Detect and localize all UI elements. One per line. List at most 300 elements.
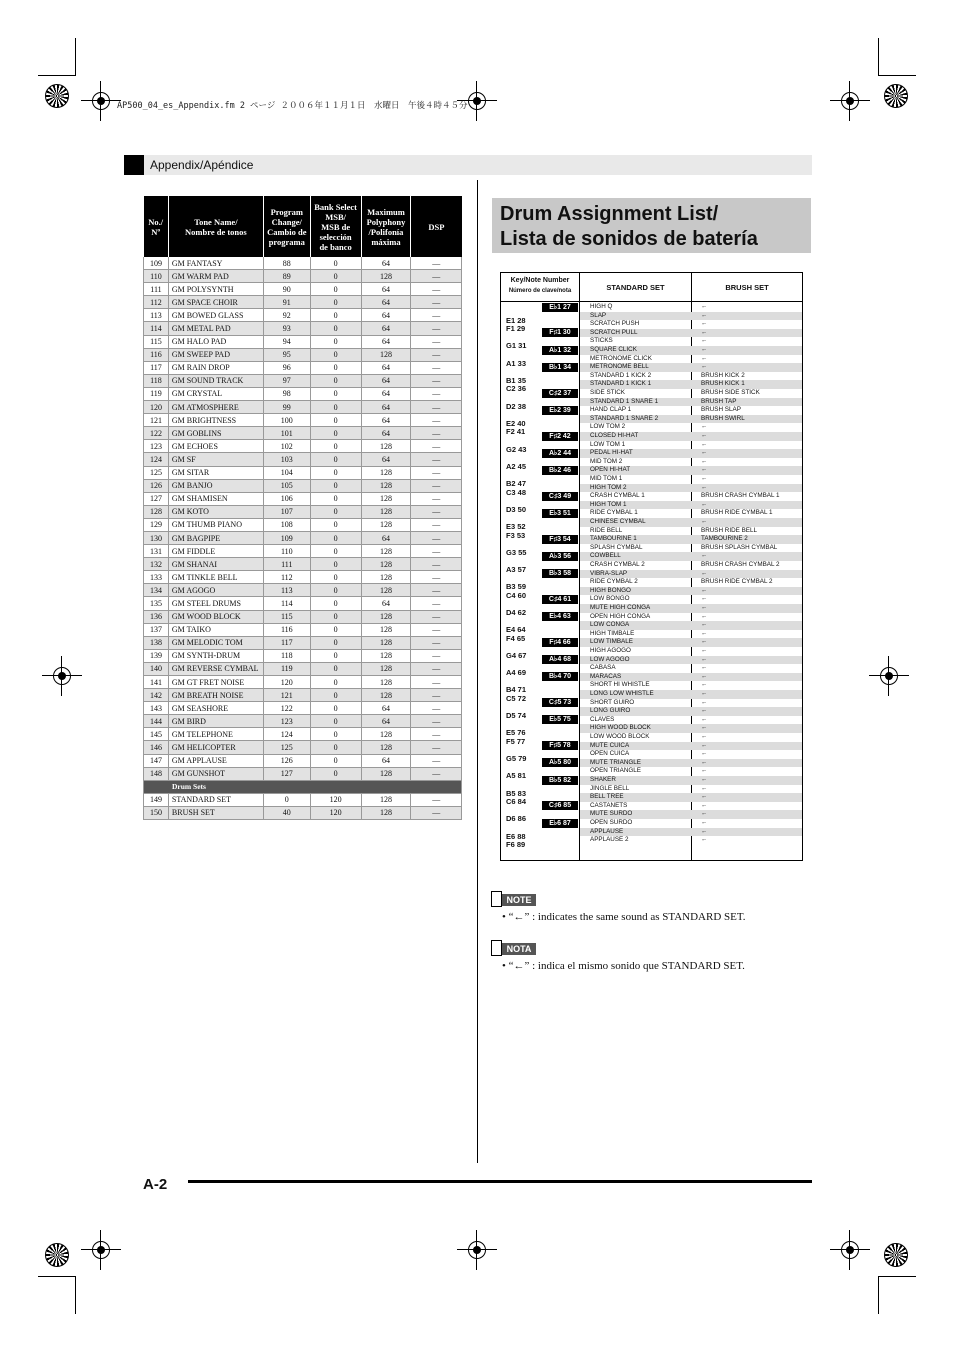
table-cell: 128 <box>361 793 411 806</box>
table-cell: 108 <box>263 518 310 531</box>
table-cell: 114 <box>263 597 310 610</box>
color-target-icon <box>884 84 908 108</box>
table-cell: 0 <box>310 401 361 414</box>
white-key-label: D4 62 <box>506 608 527 617</box>
standard-sound: RIDE CYMBAL 2 <box>590 578 638 586</box>
brush-sound: BRUSH KICK 2 <box>701 371 745 379</box>
registration-mark-icon <box>465 1238 489 1262</box>
table-cell: GM BIRD <box>168 715 263 728</box>
standard-sound: METRONOME CLICK <box>590 354 652 362</box>
note-label: NOTA <box>502 943 536 955</box>
standard-sound: LONG GUIRO <box>590 707 631 715</box>
table-cell: 0 <box>310 676 361 689</box>
table-cell: 128 <box>361 584 411 597</box>
black-key-label: E♭5 75 <box>542 715 578 724</box>
tone-header-line: selección <box>319 231 352 242</box>
table-row <box>144 597 462 610</box>
brush-sound: ← <box>701 552 708 560</box>
table-row <box>144 335 462 348</box>
table-cell: 113 <box>144 309 169 322</box>
standard-sound: CRASH CYMBAL 2 <box>590 561 645 568</box>
table-cell: 126 <box>144 479 169 492</box>
black-key-label: B♭2 46 <box>542 466 578 475</box>
table-cell: 0 <box>310 610 361 623</box>
table-cell: 123 <box>144 440 169 453</box>
table-cell: GM SPACE CHOIR <box>168 296 263 309</box>
standard-sound: COWBELL <box>590 552 621 560</box>
black-key-label: A♭2 44 <box>542 449 578 458</box>
tone-header-line: MSB/ <box>325 211 347 222</box>
crop-line <box>75 1276 76 1314</box>
brush-sound: ← <box>701 346 708 353</box>
table-cell: GM GOBLINS <box>168 427 263 440</box>
white-key-label: F2 41 <box>506 427 526 437</box>
white-key-label: G4 67 <box>506 651 527 660</box>
table-cell: 0 <box>310 270 361 283</box>
table-cell: GM AGOGO <box>168 584 263 597</box>
table-cell: 120 <box>310 793 361 806</box>
tone-table-header <box>144 196 462 257</box>
table-cell: 147 <box>144 754 169 767</box>
table-cell: 116 <box>263 623 310 636</box>
white-key-label: C2 36 <box>506 384 527 394</box>
table-cell: — <box>411 374 462 387</box>
table-cell: GM BOWED GLASS <box>168 309 263 322</box>
registration-mark-icon <box>838 89 862 113</box>
table-cell: 118 <box>263 649 310 662</box>
table-cell: — <box>411 623 462 636</box>
brush-sound: ← <box>701 758 708 766</box>
white-key-label: D5 74 <box>506 711 527 721</box>
registration-mark-icon <box>89 89 113 113</box>
brush-sound: ← <box>701 655 708 663</box>
white-key-label: B3 59 <box>506 582 527 592</box>
table-cell: — <box>411 676 462 689</box>
white-key-label: B5 83 <box>506 788 527 798</box>
table-cell: 124 <box>144 453 169 466</box>
table-row <box>144 322 462 335</box>
crop-line <box>38 1276 76 1277</box>
table-cell: 122 <box>263 702 310 715</box>
table-cell: 128 <box>361 662 411 675</box>
table-cell: 115 <box>144 335 169 348</box>
brush-sound: ← <box>701 621 708 629</box>
standard-sound: MUTE CUICA <box>590 741 630 749</box>
registration-mark-icon <box>50 664 74 688</box>
table-cell: 0 <box>310 414 361 427</box>
table-row <box>144 702 462 715</box>
white-key-label: A3 57 <box>506 565 527 574</box>
table-cell: 144 <box>144 715 169 728</box>
table-cell: — <box>411 492 462 505</box>
standard-sound: LOW TIMBALE <box>590 638 633 646</box>
table-cell: 103 <box>263 453 310 466</box>
registration-mark-icon <box>838 1238 862 1262</box>
white-key-label: D6 86 <box>506 814 527 824</box>
table-cell: — <box>411 322 462 335</box>
brush-sound: ← <box>701 320 708 328</box>
table-cell: GM GT FRET NOISE <box>168 676 263 689</box>
note-text-en: • “←” : indicates the same sound as STANDARD SET. <box>502 911 746 923</box>
color-target-icon <box>884 1243 908 1267</box>
table-cell: — <box>411 466 462 479</box>
brush-sound: ← <box>701 707 708 715</box>
brush-sound: BRUSH RIDE BELL <box>701 526 757 534</box>
standard-sound: LOW TOM 1 <box>590 440 626 448</box>
tone-header-line: Bank Select <box>314 201 357 212</box>
table-cell: 0 <box>310 662 361 675</box>
table-cell: 128 <box>361 623 411 636</box>
drum-assignment-table <box>500 272 803 861</box>
header-standard-set: STANDARD SET <box>606 283 665 292</box>
page-title-en: Drum Assignment List/ <box>500 203 719 225</box>
header-key-es: Número de clave/nota <box>508 288 572 294</box>
table-cell: 0 <box>310 754 361 767</box>
brush-sound: BRUSH SLAP <box>701 406 741 414</box>
table-cell: 64 <box>361 309 411 322</box>
table-row <box>144 741 462 754</box>
standard-sound: OPEN TRIANGLE <box>590 767 641 775</box>
brush-sound: ← <box>701 750 708 758</box>
standard-sound: LOW BONGO <box>590 595 630 603</box>
crop-line <box>38 75 76 76</box>
table-cell: 104 <box>263 466 310 479</box>
registration-mark-icon <box>465 89 489 113</box>
table-cell: 0 <box>310 584 361 597</box>
table-cell: 120 <box>310 806 361 819</box>
drum-sets-subheader <box>144 780 462 793</box>
standard-sound: LOW TOM 2 <box>590 423 626 431</box>
white-key-label: G5 79 <box>506 754 527 764</box>
white-key-label: E5 76 <box>506 728 526 738</box>
white-key-label: F3 53 <box>506 530 526 540</box>
standard-sound: SCRATCH PUSH <box>590 320 640 328</box>
table-cell: 133 <box>144 571 169 584</box>
white-key-label: E2 40 <box>506 418 526 428</box>
brush-sound: ← <box>701 440 708 448</box>
standard-sound: SHORT HI WHISTLE <box>590 681 650 689</box>
brush-sound: BRUSH TAP <box>701 397 737 405</box>
table-cell: 128 <box>361 649 411 662</box>
table-cell: GM RAIN DROP <box>168 361 263 374</box>
table-cell: 127 <box>144 492 169 505</box>
table-cell: — <box>411 257 462 270</box>
brush-sound: ← <box>701 586 708 594</box>
table-cell: 0 <box>310 283 361 296</box>
standard-sound: VIBRA-SLAP <box>590 569 628 577</box>
brush-sound: ← <box>701 518 708 525</box>
table-cell: — <box>411 597 462 610</box>
table-cell: 128 <box>361 610 411 623</box>
black-key-label: B♭1 34 <box>542 363 578 372</box>
table-row <box>144 518 462 531</box>
header-key: Key/Note Number <box>510 277 570 284</box>
table-cell: GM FANTASY <box>168 257 263 270</box>
standard-sound: APPLAUSE 2 <box>590 836 629 844</box>
table-row <box>144 584 462 597</box>
table-row <box>144 296 462 309</box>
white-key-label: B2 47 <box>506 479 527 488</box>
brush-sound: ← <box>701 733 708 740</box>
tone-header-line: Change/ <box>271 216 302 227</box>
brush-sound: ← <box>701 449 708 457</box>
table-cell: GM STEEL DRUMS <box>168 597 263 610</box>
crop-line <box>75 38 76 76</box>
white-key-label: B1 35 <box>506 375 527 385</box>
table-cell: — <box>411 610 462 623</box>
table-cell: 109 <box>144 257 169 270</box>
crop-line <box>878 1276 879 1314</box>
table-cell: 91 <box>263 296 310 309</box>
table-row <box>144 545 462 558</box>
standard-sound: HIGH TOM 1 <box>590 500 627 508</box>
brush-sound: ← <box>701 638 708 646</box>
standard-sound: MARACAS <box>590 672 622 680</box>
brush-sound: ← <box>701 672 708 680</box>
standard-sound: SPLASH CYMBAL <box>590 543 643 551</box>
table-cell: 127 <box>263 767 310 780</box>
brush-sound: ← <box>701 337 708 345</box>
table-row <box>144 479 462 492</box>
white-key-label: C3 48 <box>506 487 527 497</box>
table-cell: — <box>411 754 462 767</box>
table-cell: 128 <box>361 689 411 702</box>
table-cell: 89 <box>263 270 310 283</box>
table-cell: 146 <box>144 741 169 754</box>
table-cell: 128 <box>361 728 411 741</box>
table-cell: — <box>411 545 462 558</box>
brush-sound: BRUSH SPLASH CYMBAL <box>701 543 778 551</box>
registration-mark-icon <box>877 664 901 688</box>
table-row <box>144 270 462 283</box>
table-cell: 128 <box>361 492 411 505</box>
table-cell: 136 <box>144 610 169 623</box>
white-key-label: G3 55 <box>506 547 527 557</box>
white-key-label: F5 77 <box>506 737 526 746</box>
table-cell: 114 <box>144 322 169 335</box>
table-cell: — <box>411 741 462 754</box>
table-cell: — <box>411 348 462 361</box>
table-cell: 0 <box>310 479 361 492</box>
tone-header-line: Cambio de <box>267 226 307 237</box>
table-row <box>144 401 462 414</box>
pencil-icon <box>491 891 502 907</box>
tone-header-line: /Polifonía <box>368 226 404 237</box>
table-cell: 97 <box>263 374 310 387</box>
table-cell: 122 <box>144 427 169 440</box>
table-cell: 100 <box>263 414 310 427</box>
table-cell: 90 <box>263 283 310 296</box>
table-cell: 0 <box>310 348 361 361</box>
table-cell: — <box>411 636 462 649</box>
note-tag-en <box>491 891 536 907</box>
tone-header-line: Tone Name/ <box>194 216 238 227</box>
white-key-label: D2 38 <box>506 401 527 411</box>
white-key-label: F6 89 <box>506 840 526 850</box>
table-cell: GM MELODIC TOM <box>168 636 263 649</box>
table-cell: — <box>411 361 462 374</box>
black-key-label: E♭1 27 <box>542 303 578 312</box>
table-cell: 0 <box>310 309 361 322</box>
table-row <box>144 309 462 322</box>
standard-sound: OPEN SURDO <box>590 819 633 826</box>
table-cell: 0 <box>310 374 361 387</box>
table-cell: 0 <box>310 597 361 610</box>
black-key-label: F♯1 30 <box>542 328 578 337</box>
standard-sound: STANDARD 1 SNARE 1 <box>590 397 659 405</box>
black-key-label: F♯3 54 <box>542 535 578 544</box>
table-cell: GM KOTO <box>168 505 263 518</box>
table-cell: BRUSH SET <box>168 806 263 819</box>
table-cell: 0 <box>310 466 361 479</box>
black-key-label: A♭3 56 <box>542 552 578 561</box>
table-cell: — <box>411 793 462 806</box>
table-cell: 92 <box>263 309 310 322</box>
black-key-label: B♭4 70 <box>542 672 578 681</box>
table-cell: 110 <box>144 270 169 283</box>
brush-sound: ← <box>701 354 708 362</box>
black-key-label: C♯5 73 <box>542 698 578 707</box>
table-cell: 0 <box>310 767 361 780</box>
tone-header-line: programa <box>268 236 305 247</box>
table-cell: — <box>411 767 462 780</box>
table-cell: 110 <box>263 545 310 558</box>
black-key-label: F♯2 42 <box>542 432 578 441</box>
table-row <box>144 728 462 741</box>
table-cell: 128 <box>361 505 411 518</box>
standard-sound: HIGH WOOD BLOCK <box>590 724 651 732</box>
tone-header-line: Nº <box>151 226 161 237</box>
table-cell: 131 <box>144 545 169 558</box>
brush-sound: BRUSH CRASH CYMBAL 1 <box>701 492 780 500</box>
table-cell: 137 <box>144 623 169 636</box>
white-key-label: A1 33 <box>506 358 527 368</box>
table-cell: GM METAL PAD <box>168 322 263 335</box>
table-cell: 116 <box>144 348 169 361</box>
table-cell: 120 <box>144 401 169 414</box>
table-cell: 95 <box>263 348 310 361</box>
brush-sound: ← <box>701 784 708 792</box>
page-number: A-2 <box>143 1176 168 1193</box>
table-cell: — <box>411 414 462 427</box>
black-key-label: B♭3 58 <box>542 569 578 578</box>
table-row <box>144 348 462 361</box>
standard-sound: RIDE BELL <box>590 526 623 534</box>
tone-header-line: MSB de <box>321 221 351 232</box>
table-cell: 64 <box>361 531 411 544</box>
section-marker <box>124 155 144 175</box>
table-cell: 0 <box>310 571 361 584</box>
white-key-label: E1 28 <box>506 315 526 325</box>
table-cell: GM FIDDLE <box>168 545 263 558</box>
table-cell: GM TELEPHONE <box>168 728 263 741</box>
table-cell: 64 <box>361 374 411 387</box>
color-target-icon <box>45 1243 69 1267</box>
table-row <box>144 414 462 427</box>
table-cell: 0 <box>310 335 361 348</box>
pencil-icon <box>491 940 502 956</box>
tone-header-line: DSP <box>428 221 445 232</box>
table-cell: — <box>411 558 462 571</box>
table-row <box>144 361 462 374</box>
table-row <box>144 715 462 728</box>
table-cell: 105 <box>263 479 310 492</box>
brush-sound: ← <box>701 303 708 310</box>
table-cell: 64 <box>361 361 411 374</box>
table-cell: 106 <box>263 492 310 505</box>
black-key-label: E♭3 51 <box>542 509 578 518</box>
table-cell: 64 <box>361 401 411 414</box>
standard-sound: STANDARD 1 KICK 1 <box>590 380 652 388</box>
brush-sound: ← <box>701 819 708 826</box>
standard-sound: JINGLE BELL <box>590 784 630 792</box>
table-cell: 0 <box>310 741 361 754</box>
brush-sound: ← <box>701 432 708 439</box>
table-cell: 0 <box>310 322 361 335</box>
table-cell: 0 <box>310 361 361 374</box>
table-cell: — <box>411 662 462 675</box>
crop-line <box>878 75 916 76</box>
table-row <box>144 505 462 518</box>
table-cell: GM SEASHORE <box>168 702 263 715</box>
note-label: NOTE <box>502 894 536 906</box>
brush-sound: ← <box>701 741 708 749</box>
table-cell: GM SF <box>168 453 263 466</box>
white-key-label: D3 50 <box>506 504 527 514</box>
table-cell: — <box>411 728 462 741</box>
table-cell: 0 <box>310 296 361 309</box>
brush-sound: ← <box>701 612 708 620</box>
table-row <box>144 754 462 767</box>
standard-sound: OPEN HIGH CONGA <box>590 612 651 620</box>
table-cell: 94 <box>263 335 310 348</box>
table-cell: 125 <box>144 466 169 479</box>
table-row <box>144 492 462 505</box>
brush-sound: ← <box>701 690 708 697</box>
brush-sound: ← <box>701 801 708 809</box>
table-cell: 0 <box>310 387 361 400</box>
table-cell: 112 <box>144 296 169 309</box>
table-cell: 112 <box>263 571 310 584</box>
tone-header-line: de banco <box>319 241 352 252</box>
standard-sound: HIGH Q <box>590 303 613 310</box>
table-cell: GM BAGPIPE <box>168 531 263 544</box>
table-cell: — <box>411 702 462 715</box>
brush-sound: ← <box>701 569 708 577</box>
print-header: AP500_04_es_Appendix.fm 2 ページ ２００６年１１月１日 水曜日 午後４時４５分 <box>117 101 468 111</box>
table-cell: 0 <box>310 531 361 544</box>
header-brush-set: BRUSH SET <box>725 283 769 292</box>
brush-sound: BRUSH RIDE CYMBAL 1 <box>701 509 773 517</box>
standard-sound: HIGH TOM 2 <box>590 483 627 491</box>
standard-sound: LOW CONGA <box>590 621 630 629</box>
table-cell: 115 <box>263 610 310 623</box>
table-cell: 126 <box>263 754 310 767</box>
table-cell: 128 <box>361 741 411 754</box>
brush-sound: ← <box>701 311 708 319</box>
table-cell: — <box>411 806 462 819</box>
table-cell: 150 <box>144 806 169 819</box>
table-cell: STANDARD SET <box>168 793 263 806</box>
table-cell: 64 <box>361 335 411 348</box>
brush-sound: TAMBOURINE 2 <box>701 535 748 543</box>
table-cell: GM HALO PAD <box>168 335 263 348</box>
table-cell: — <box>411 649 462 662</box>
black-key-label: C♯6 85 <box>542 801 578 810</box>
table-cell: 128 <box>361 636 411 649</box>
tone-header-line: Maximum <box>367 206 405 217</box>
table-cell: 0 <box>310 636 361 649</box>
